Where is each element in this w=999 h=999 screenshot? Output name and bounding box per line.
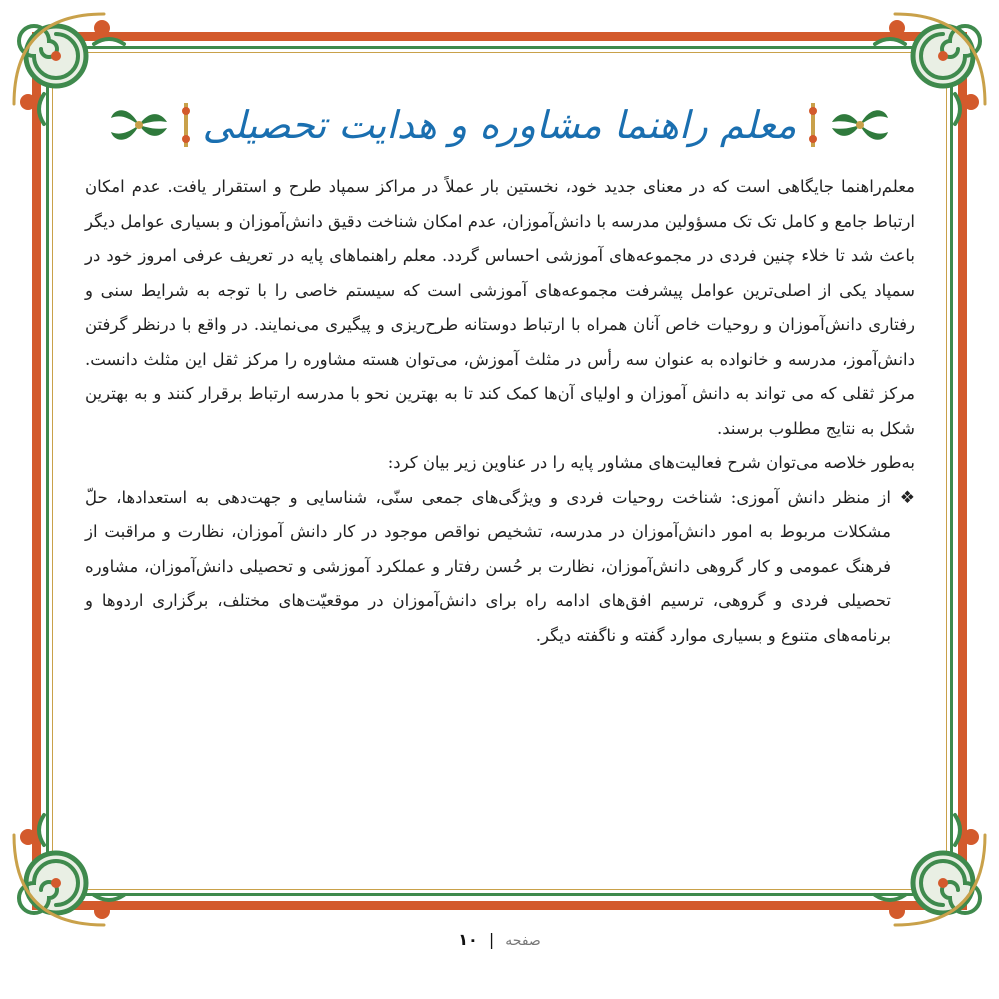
leaf-ornament-icon [830, 100, 890, 150]
summary-lead-paragraph: به‌طور خلاصه می‌توان شرح فعالیت‌های مشاور پایه را در عناوین زیر بیان کرد: [387, 453, 915, 472]
diamond-bullet-icon: ❖ [899, 487, 915, 508]
intro-paragraph: معلم‌راهنما جایگاهی است که در معنای جدید خود، نخستین بار عملاً در مراکز سمپاد طرح و استقرار یافت. عدم امکان ارتباط جامع و کامل تک تک مسؤولین مدرسه با دانش‌آموزان، عدم امکان شناخت دقیق دانش‌آموزان و بسیاری عوامل دیگر باعث شد تا خلاء چنین فردی در مجموعه‌های آموزشی احساس گردد. معلم راهنماهای پایه در تعریف عرفی امروز خود در سمپاد یکی از اصلی‌ترین عوامل پیشرفت مجموعه‌های آموزشی است که سیستم خاصی را با توجه به شرایط سنی و رفتاری دانش‌آموزان و روحیات خاص آنان همراه با ارتباط دوستانه طرح‌ریزی و پیگیری می‌نمایند. در واقع با درنظر گرفتن دانش‌آموز، مدرسه و خانواده به عنوان سه رأس در مثلث آموزش، می‌توان هسته مشاوره را مرکز ثقل این مثلث دانست. مرکز ثقلی که می تواند به دانش آموزان و اولیای آن‌ها کمک کند تا به بهترین نحو با مدرسه ارتباط برقرار کنند و به بهترین شکل به نتایج مطلوب برسند. [85, 177, 915, 438]
page-number: ۱۰ [458, 930, 478, 949]
bullet-item [85, 481, 915, 654]
page-footer [0, 930, 999, 949]
bullet-item-text: از منظر دانش آموزی: شناخت روحیات فردی و ویژگی‌های جمعی سنّی، شناسایی و جهت‌دهی به استعدادها، حلّ مشکلات مربوط به امور دانش‌آموزان در مدرسه، تشخیص نواقص موجود در کار دانش آموزان، نظارت و مراقبت از فرهنگ عمومی و کار گروهی دانش‌آموزان، نظارت بر حُسن رفتار و عملکرد آموزشی و تحصیلی دانش‌آموزان، مشاوره تحصیلی فردی و گروهی، ترسیم افق‌های ادامه راه برای دانش‌آموزان در موقعیّت‌های مختلف، برگزاری اردوها و برنامه‌های متنوع و بسیاری موارد گفته و ناگفته دیگر. [85, 487, 891, 645]
article-body [85, 170, 915, 653]
page-header [0, 90, 999, 160]
corner-ornament-bottom-left [4, 805, 134, 935]
page-title: معلم راهنما مشاوره و هدایت تحصیلی [202, 103, 797, 147]
leaf-ornament-icon [109, 100, 169, 150]
title-bracket-icon [806, 103, 820, 147]
footer-separator: | [488, 930, 495, 949]
corner-ornament-bottom-right [865, 805, 995, 935]
title-bracket-icon [179, 103, 193, 147]
page-label: صفحه [505, 933, 541, 949]
